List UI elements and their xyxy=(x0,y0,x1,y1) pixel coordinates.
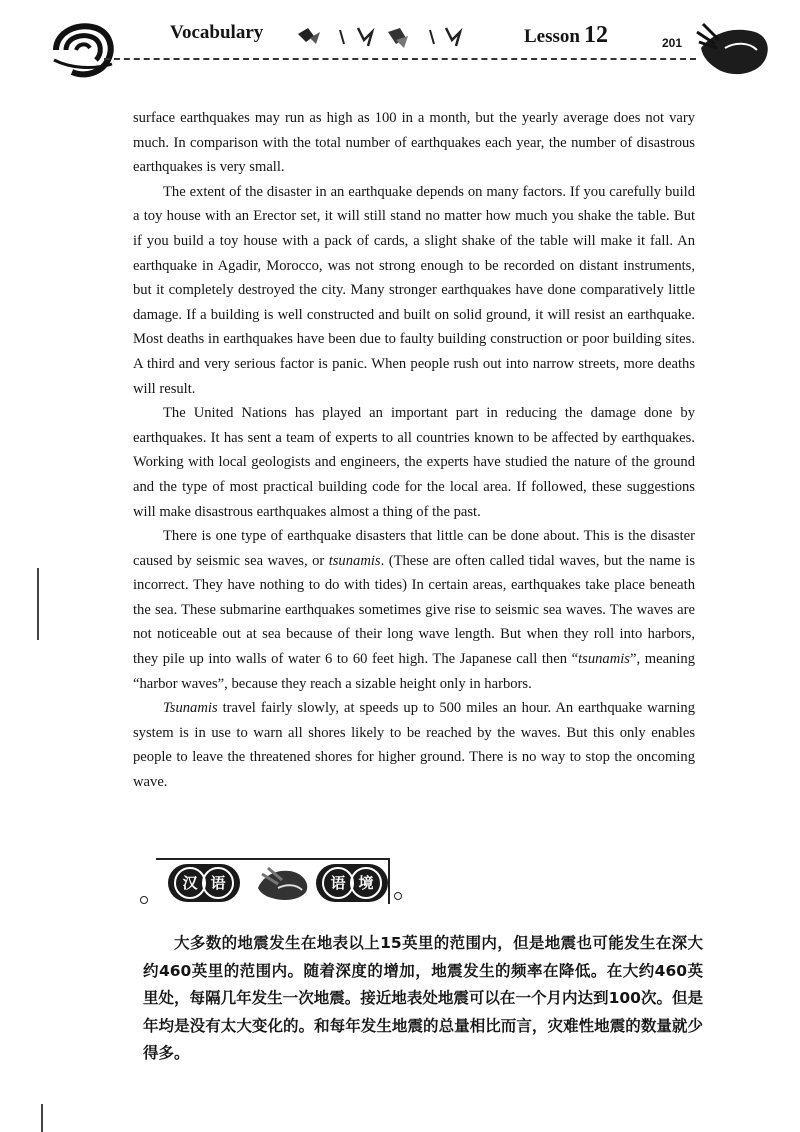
paragraph: The United Nations has played an important part in reducing the damage done by earthquakes. It has sent a team of experts to all countries known to be affected by earthquakes. Working with local geologists and engineers, the experts have studied the nature of the ground and the type of most practical building code for the local area. If followed, these suggestions will make disastrous earthquakes almost a thing of the past. xyxy=(133,405,695,520)
swirl-logo-icon xyxy=(52,20,116,80)
text-span: travel fairly slowly, at speeds up to 500 miles an hour. An earthquake warning system is in use to warn all shores likely to be reached by the waves. But this only enables people to leave the threatened shores for higher ground. There is no way to stop the oncoming wave. xyxy=(133,700,695,791)
dove-icon xyxy=(254,864,312,904)
italic-term: Tsunamis xyxy=(163,700,218,717)
text-span: . (These are often called tidal waves, but the name is incorrect. They have nothing to do with tides) In certain areas, earthquakes take place beneath the sea. These submarine earthquakes sometimes give rise to seismic sea waves. The waves are not noticeable out at sea because of their long wave length. But when they roll into harbors, they pile up into walls of water 6 to 60 feet high. The Japanese call then “ xyxy=(133,552,695,668)
paragraph: The extent of the disaster in an earthquake depends on many factors. If you carefully build a toy house with an Erector set, it will still stand no matter how much you shake the table. But if you build a toy house with a pack of cards, a slight shake of the table will make it fall. An earthquake in Agadir, Morocco, was not strong enough to be recorded on distant instruments, but it completely destroyed the city. Many stronger earthquakes have done comparatively little damage. If a building is well constructed and built on solid ground, it will resist an earthquake. Most deaths in earthquakes have been due to faulty building construction or poor building sites. A third and very serious factor is panic. When people rush out into narrow streets, more deaths will result. xyxy=(133,183,695,397)
paragraph: surface earthquakes may run as high as 100 in a month, but the yearly average does not vary much. In comparison with the total number of earthquakes each year, the number of disastrous earthquakes is very small. xyxy=(133,110,695,176)
scan-margin-line xyxy=(41,1104,43,1132)
scan-margin-line xyxy=(37,568,39,640)
banner-char: 语 xyxy=(202,867,234,899)
chinese-context-banner xyxy=(138,858,408,910)
circle-bullet-icon xyxy=(140,896,148,904)
banner-char: 汉 xyxy=(174,867,206,899)
banner-char: 语 xyxy=(322,867,354,899)
lesson-number: 12 xyxy=(583,22,608,48)
paragraph-warning xyxy=(133,696,695,794)
chinese-paragraph: 大多数的地震发生在地表以上15英里的范围内，但是地震也可能发生在深大约460英里的范围内。随着深度的增加，地震发生的频率在降低。在大约460英里处，每隔几年发生一次地震。接近地表处地震可以在一个月内达到100次。但是年均是没有太大变化的。和每年发生地震的总量相比而言，灾难性地震的数量就少得多。 xyxy=(143,934,703,1062)
text-span: ”, meaning “harbor waves”, because they reach a sizable height only in harbors. xyxy=(133,651,695,692)
banner-char: 境 xyxy=(350,867,382,899)
banner-right-label xyxy=(316,864,388,902)
header-title: Vocabulary xyxy=(170,22,264,43)
page-header xyxy=(0,0,800,90)
header-lesson xyxy=(524,22,608,49)
decorative-figures-icon xyxy=(296,20,492,50)
circle-bullet-icon xyxy=(394,892,402,900)
italic-term: tsunamis xyxy=(578,651,630,668)
italic-term: tsunamis xyxy=(328,552,381,569)
article-body xyxy=(133,106,695,795)
paragraph-tsunamis xyxy=(133,524,695,696)
leaf-ornament-icon xyxy=(695,18,773,80)
chinese-translation xyxy=(143,930,703,1068)
lesson-label: Lesson xyxy=(524,26,580,47)
text-span: There is one type of earthquake disasters that little can be done about. This is the disaster caused by seismic sea waves, or xyxy=(133,528,695,569)
header-dashed-divider xyxy=(104,58,696,60)
page-number: 201 xyxy=(662,36,683,50)
banner-left-label xyxy=(168,864,240,902)
